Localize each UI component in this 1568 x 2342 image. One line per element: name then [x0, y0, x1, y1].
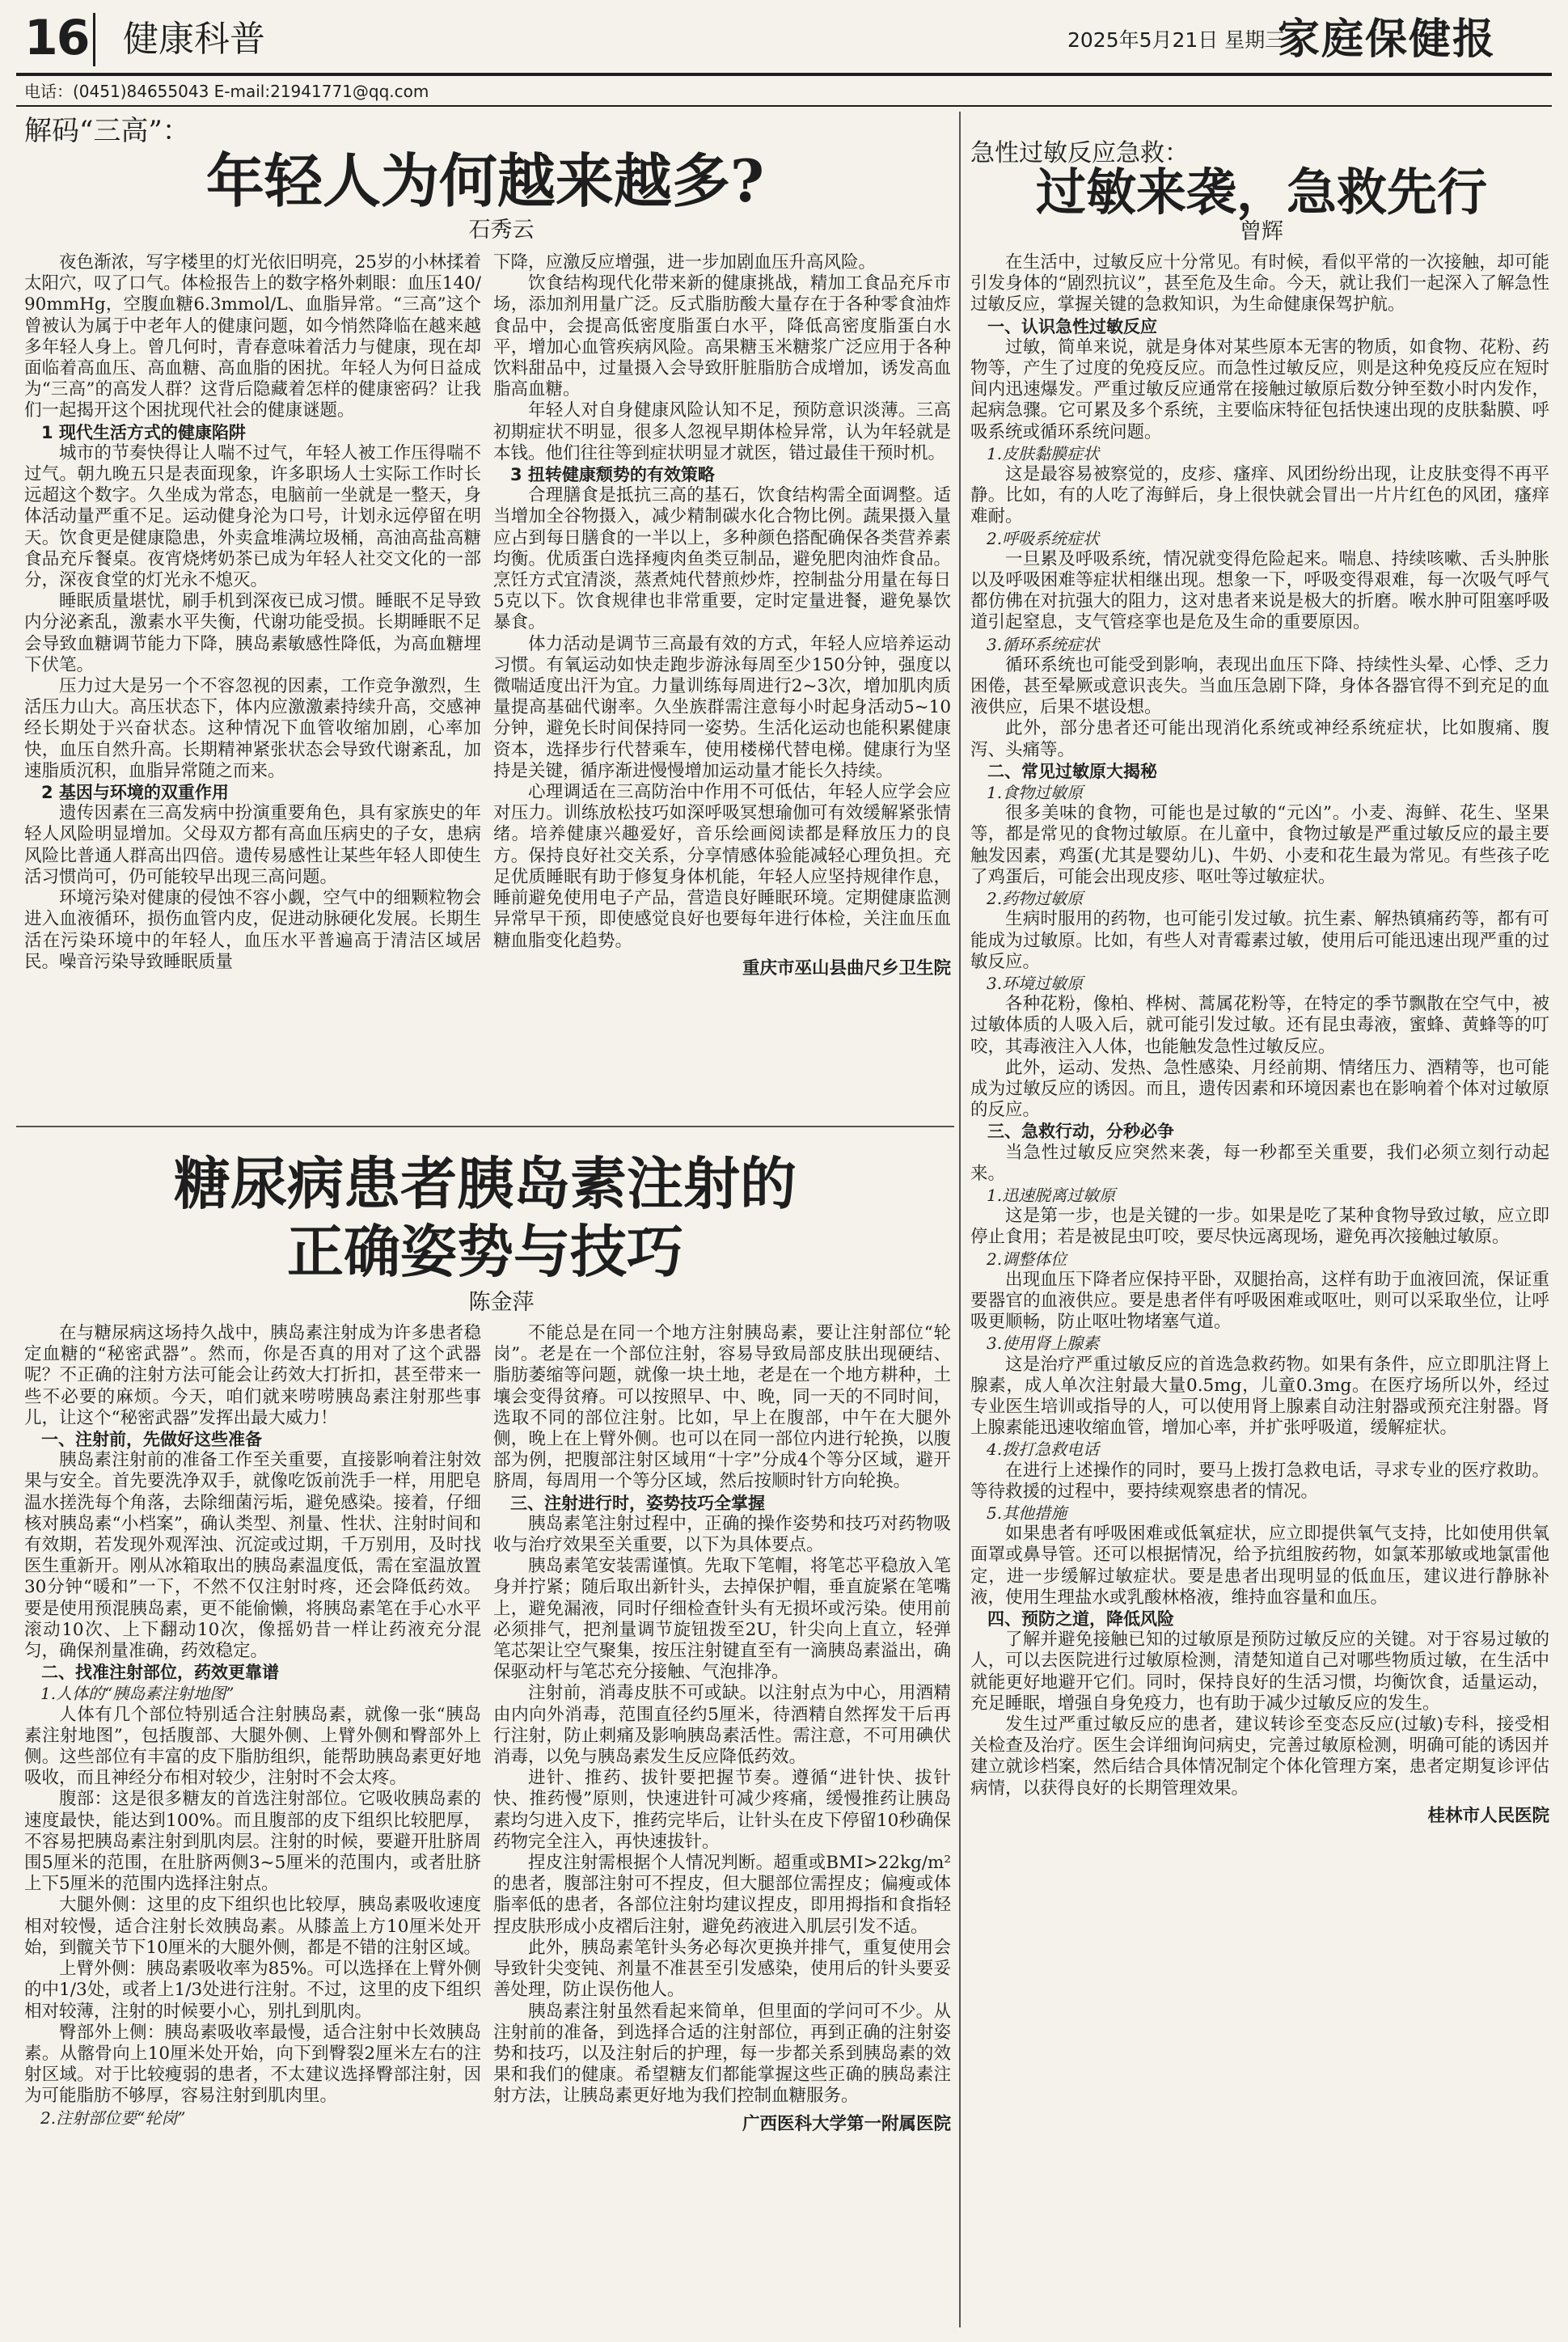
- paragraph: 合理膳食是抵抗三高的基石，饮食结构需全面调整。适当增加全谷物摄入，减少精制碳水化合物比例。蔬果摄入量应占到每日膳食的一半以上，多种颜色搭配确保各类营养素均衡。优质蛋白选择瘦肉鱼类豆制品，避免肥肉油炸食品。烹饪方式宜清淡，蒸煮炖代替煎炒炸，控制盐分用量在每日5克以下。饮食规律也非常重要，定时定量进餐，避免暴饮暴食。: [493, 485, 951, 633]
- subsection-heading: 1.迅速脱离过敏原: [987, 1185, 1116, 1205]
- subsection-heading: 3.循环系统症状: [987, 634, 1100, 654]
- article2-title-line2: 正确姿势与技巧: [287, 1218, 683, 1285]
- article2-title: [16, 1150, 954, 1286]
- paragraph: 不能总是在同一个地方注射胰岛素，要让注射部位“轮岗”。老是在一个部位注射，容易导致局部皮肤出现硬结、脂肪萎缩等问题，就像一块土地，老是在一个地方耕种，土壤会变得贫瘠。可以按照早、中、晚，同一天的不同时间，选取不同的部位注射。比如，早上在腹部，中午在大腿外侧，晚上在上臂外侧。也可以在同一部位内进行轮换，以腹部为例，把腹部注射区域用“十字”分成4个等分区域，避开脐周，每周用一个等分区域，然后按顺时针方向轮换。: [493, 1323, 951, 1492]
- paragraph: 过敏，简单来说，就是身体对某些原本无害的物质，如食物、花粉、药物等，产生了过度的免疫反应。而急性过敏反应，则是这种免疫反应在短时间内迅速爆发。严重过敏反应通常在接触过敏原后数分钟至数小时内发作，起病急骤。它可累及多个系统，主要临床特征包括快速出现的皮肤黏膜、呼吸系统或循环系统问题。: [970, 336, 1549, 442]
- paragraph: 出现血压下降者应保持平卧，双腿抬高，这样有助于血液回流，保证重要器官的血液供应。要是患者伴有呼吸困难或呕吐，则可以采取坐位，让呼吸更顺畅，防止呕吐物堵塞气道。: [970, 1269, 1549, 1333]
- paragraph: 胰岛素笔注射过程中，正确的操作姿势和技巧对药物吸收与治疗效果至关重要，以下为具体要点。: [493, 1513, 951, 1556]
- section-heading: 二、常见过敏原大揭秘: [987, 761, 1157, 781]
- article1-column-2: [493, 252, 951, 979]
- paragraph: 很多美味的食物，可能也是过敏的“元凶”。小麦、海鲜、花生、坚果等，都是常见的食物过敏原。在儿童中，食物过敏是严重过敏反应的最主要触发因素，鸡蛋(尤其是婴幼儿)、牛奶、小麦和花生最为常见。有些孩子吃了鸡蛋后，可能会出现皮疹、呕吐等过敏症状。: [970, 803, 1549, 887]
- section-heading: 3 扭转健康颓势的有效策略: [510, 465, 715, 485]
- paragraph: 大腿外侧：这里的皮下组织也比较厚，胰岛素吸收速度相对较慢，适合注射长效胰岛素。从膝盖上方10厘米处开始，到髋关节下10厘米的大腿外侧，都是不错的注射区域。: [24, 1895, 481, 1958]
- column-divider: [959, 112, 961, 2327]
- section-heading: 一、注射前，先做好这些准备: [41, 1430, 262, 1450]
- paragraph: 胰岛素注射虽然看起来简单，但里面的学问可不少。从注射前的准备，到选择合适的注射部位，再到正确的注射姿势和技巧，以及注射后的护理，每一步都关系到胰岛素的效果和我们的健康。希望糖友们都能掌握这些正确的胰岛素注射方法，让胰岛素更好地为我们控制血糖服务。: [493, 2001, 951, 2107]
- paragraph: 体力活动是调节三高最有效的方式，年轻人应培养运动习惯。有氧运动如快走跑步游泳每周至少150分钟，强度以微喘适度出汗为宜。力量训练每周进行2~3次，增加肌肉质量提高基础代谢率。久坐族群需注意每小时起身活动5~10分钟，避免长时间保持同一姿势。生活化运动也能积累健康资本，选择步行代替乘车，使用楼梯代替电梯。健康行为坚持是关键，循序渐进慢慢增加运动量才能长久持续。: [493, 633, 951, 781]
- source-credit: 广西医科大学第一附属医院: [742, 2113, 951, 2134]
- subsection-heading: 1.食物过敏原: [987, 783, 1084, 803]
- paragraph: 环境污染对健康的侵蚀不容小觑，空气中的细颗粒物会进入血液循环，损伤血管内皮，促进动脉硬化发展。长期生活在污染环境中的年轻人，血压水平普遍高于清洁区域居民。噪音污染导致睡眠质量: [24, 888, 481, 972]
- paragraph: 下降，应激反应增强，进一步加剧血压升高风险。: [493, 252, 877, 273]
- header-rule: [16, 73, 1552, 76]
- contact-info: 电话：(0451)84655043 E-mail:21941771@qq.com: [24, 82, 429, 101]
- paragraph: 注射前，消毒皮肤不可或缺。以注射点为中心，用酒精由内向外消毒，范围直径约5厘米，待酒精自然挥发干后再行注射，防止刺痛及影响胰岛素活性。需注意，不可用碘伏消毒，以免与胰岛素发生反应降低药效。: [493, 1683, 951, 1768]
- paragraph: 此外，部分患者还可能出现消化系统或神经系统症状，比如腹痛、腹泻、头痛等。: [970, 718, 1549, 760]
- article3-kicker: 急性过敏反应急救：: [970, 139, 1189, 167]
- article1-kicker: 解码“三高”：: [24, 115, 190, 147]
- paragraph: 一旦累及呼吸系统，情况就变得危险起来。喘息、持续咳嗽、舌头肿胀以及呼吸困难等症状相继出现。想象一下，呼吸变得艰难，每一次吸气呼气都仿佛在对抗强大的阻力，这对患者来说是极大的折磨。喉水肿可阻塞呼吸道引起窒息，支气管痉挛也是危及生命的重要原因。: [970, 548, 1549, 633]
- section-heading: 二、找准注射部位，药效更靠谱: [41, 1663, 279, 1683]
- paragraph: 发生过严重过敏反应的患者，建议转诊至变态反应(过敏)专科，接受相关检查及治疗。医生会详细询问病史，完善过敏原检测，明确可能的诱因并建立就诊档案，然后结合具体情况制定个体化管理方案，患者定期复诊评估病情，以获得良好的长期管理效果。: [970, 1714, 1549, 1799]
- article1-column-1: [24, 252, 481, 973]
- paragraph: 年轻人对自身健康风险认知不足，预防意识淡薄。三高初期症状不明显，很多人忽视早期体检异常，认为年轻就是本钱。他们往往等到症状明显才就医，错过最佳干预时机。: [493, 400, 951, 463]
- page-number: 16: [24, 10, 89, 66]
- subsection-heading: 1.人体的“胰岛素注射地图”: [40, 1684, 235, 1704]
- section-title: 健康科普: [123, 19, 265, 60]
- paragraph: 上臂外侧：胰岛素吸收率为85%。可以选择在上臂外侧的中1/3处，或者上1/3处进行注射。不过，这里的皮下组织相对较薄，注射的时候要小心，别扎到肌肉。: [24, 1959, 481, 2022]
- paragraph: 胰岛素笔安装需谨慎。先取下笔帽，将笔芯平稳放入笔身并拧紧；随后取出新针头，去掉保护帽，垂直旋紧在笔嘴上，避免漏液，同时仔细检查针头有无损坏或污染。使用前必须排气，把剂量调节旋钮拨至2U，针尖向上直立，轻弹笔芯架让空气聚集，按压注射键直至有一滴胰岛素溢出，确保驱动杆与笔芯充分接触、气泡排净。: [493, 1556, 951, 1683]
- article2-title-line1: 糖尿病患者胰岛素注射的: [174, 1150, 797, 1217]
- paragraph: 城市的节奏快得让人喘不过气，年轻人被工作压得喘不过气。朝九晚五只是表面现象，许多职场人士实际工作时长远超这个数字。久坐成为常态，电脑前一坐就是一整天，身体活动量严重不足。运动健身沦为口号，计划永远停留在明天。饮食更是健康隐患，外卖盒堆满垃圾桶，高油高盐高糖食品充斥餐桌。夜宵烧烤奶茶已成为年轻人社交文化的一部分，深夜食堂的灯光永不熄灭。: [24, 442, 481, 591]
- article1-title: 年轻人为何越来越多?: [205, 146, 765, 215]
- paragraph: 夜色渐浓，写字楼里的灯光依旧明亮，25岁的小林揉着太阳穴，叹了口气。体检报告上的数字格外刺眼：血压140/90mmHg，空腹血糖6.3mmol/L、血脂异常。“三高”这个曾被认为属于中老年人的健康问题，如今悄然降临在越来越多年轻人身上。曾几何时，青春意味着活力与健康，现在却面临着高血压、高血糖、高血脂的困扰。年轻人为何日益成为“三高”的高发人群？这背后隐藏着怎样的健康密码？让我们一起揭开这个困扰现代社会的健康谜题。: [24, 252, 481, 421]
- paragraph: 腹部：这是很多糖友的首选注射部位。它吸收胰岛素的速度最快，能达到100%。而且腹部的皮下组织比较肥厚，不容易把胰岛素注射到肌肉层。注射的时候，要避开肚脐周围5厘米的范围，在肚脐两侧3~5厘米的范围内，或者肚脐上下5厘米的范围内选择注射点。: [24, 1789, 481, 1895]
- paragraph: 在进行上述操作的同时，要马上拨打急救电话，寻求专业的医疗救助。等待救援的过程中，要持续观察患者的情况。: [970, 1460, 1549, 1502]
- paragraph: 当急性过敏反应突然来袭，每一秒都至关重要，我们必须立刻行动起来。: [970, 1142, 1549, 1184]
- paragraph: 这是第一步，也是关键的一步。如果是吃了某种食物导致过敏，应立即停止食用；若是被昆虫叮咬，要尽快远离现场，避免再次接触过敏原。: [970, 1206, 1549, 1248]
- paragraph: 心理调适在三高防治中作用不可低估，年轻人应学会应对压力。训练放松技巧如深呼吸冥想瑜伽可有效缓解紧张情绪。培养健康兴趣爱好，音乐绘画阅读都是释放压力的良方。保持良好社交关系，分享情感体验能减轻心理负担。充足优质睡眠有助于修复身体机能，年轻人应坚持规律作息，睡前避免使用电子产品，营造良好睡眠环境。定期健康监测异常早干预，即使感觉良好也要每年进行体检，关注血压血糖血脂变化趋势。: [493, 782, 951, 951]
- paragraph: 捏皮注射需根据个人情况判断。超重或BMI>22kg/m²的患者，腹部注射可不捏皮，但大腿部位需捏皮；偏瘦或体脂率低的患者，各部位注射均建议捏皮，即用拇指和食指轻捏皮肤形成小皮褶后注射，避免药液进入肌层引发不适。: [493, 1853, 951, 1937]
- paragraph: 臀部外上侧：胰岛素吸收率最慢，适合注射中长效胰岛素。从髂骨向上10厘米处开始，向下到臀裂2厘米左右的注射区域。对于比较瘦弱的患者，不太建议选择臀部注射，因为可能脂肪不够厚，容易注射到肌肉里。: [24, 2022, 481, 2107]
- subsection-heading: 3.环境过敏原: [987, 973, 1084, 993]
- paragraph: 压力过大是另一个不容忽视的因素，工作竞争激烈，生活压力山大。高压状态下，体内应激激素持续升高，交感神经长期处于兴奋状态。这种情况下血管收缩加剧，心率加快，血压自然升高。长期精神紧张状态会导致代谢紊乱，加速脂质沉积，血脂异常随之而来。: [24, 676, 481, 781]
- paragraph: 此外，胰岛素笔针头务必每次更换并排气，重复使用会导致针尖变钝、剂量不准甚至引发感染，使用后的针头要妥善处理，防止误伤他人。: [493, 1937, 951, 2001]
- source-credit: 重庆市巫山县曲尺乡卫生院: [742, 958, 951, 979]
- article1-author: 石秀云: [468, 218, 535, 243]
- paragraph: 睡眠质量堪忧，刷手机到深夜已成习惯。睡眠不足导致内分泌紊乱，激素水平失衡，代谢功能受损。长期睡眠不足会导致血糖调节能力下降，胰岛素敏感性降低，为高血糖埋下伏笔。: [24, 591, 481, 675]
- paragraph: 各种花粉，像柏、桦树、蒿属花粉等，在特定的季节飘散在空气中，被过敏体质的人吸入后，就可能引发过敏。还有昆虫毒液，蜜蜂、黄蜂等的叮咬，其毒液注入人体，也能触发急性过敏反应。: [970, 994, 1549, 1057]
- article2-column-1: [24, 1323, 481, 2129]
- source-credit: 桂林市人民医院: [1427, 1805, 1549, 1826]
- paragraph: 胰岛素注射前的准备工作至关重要，直接影响着注射效果与安全。首先要洗净双手，就像吃饭前洗手一样，用肥皂温水搓洗每个角落，去除细菌污垢，避免感染。接着，仔细核对胰岛素“小档案”，确认类型、剂量、性状、注射时间和有效期，若发现外观浑浊、沉淀或过期，千万别用，及时找医生重新开。刚从冰箱取出的胰岛素温度低，需在室温放置30分钟“暖和”一下，不然不仅注射时疼，还会降低药效。要是使用预混胰岛素，更不能偷懒，将胰岛素笔在手心水平滚动10次、上下翻动10次，像摇奶昔一样让药液充分混匀，确保剂量准确，药效稳定。: [24, 1450, 481, 1662]
- newspaper-name: 家庭保健报: [1278, 15, 1497, 64]
- section-heading: 四、预防之道，降低风险: [987, 1609, 1174, 1629]
- paragraph: 生病时服用的药物，也可能引发过敏。抗生素、解热镇痛药等，都有可能成为过敏原。比如，有些人对青霉素过敏，使用后可能迅速出现严重的过敏反应。: [970, 909, 1549, 972]
- header-rule-thin: [16, 105, 1552, 107]
- paragraph: 在与糖尿病这场持久战中，胰岛素注射成为许多患者稳定血糖的“秘密武器”。然而，你是否真的用对了这个武器呢？不正确的注射方法可能会让药效大打折扣，甚至带来一些不必要的麻烦。今天，咱们就来唠唠胰岛素注射那些事儿，让这个“秘密武器”发挥出最大威力！: [24, 1323, 481, 1428]
- subsection-heading: 2.注射部位要“轮岗”: [40, 2107, 186, 2128]
- paragraph: 循环系统也可能受到影响，表现出血压下降、持续性头晕、心悸、乏力困倦，甚至晕厥或意识丧失。当血压急剧下降，身体各器官得不到充足的血液供应，后果不堪设想。: [970, 654, 1549, 718]
- article3-author: 曾辉: [1240, 219, 1283, 244]
- article3-body: [970, 252, 1549, 1827]
- section-heading: 三、注射进行时，姿势技巧全掌握: [510, 1493, 765, 1513]
- article3-title: 过敏来袭，急救先行: [1035, 163, 1487, 222]
- article2-column-2: [493, 1323, 951, 2135]
- section-heading: 1 现代生活方式的健康陷阱: [41, 422, 246, 442]
- subsection-heading: 2.呼吸系统症状: [987, 528, 1100, 548]
- subsection-heading: 5.其他措施: [987, 1503, 1067, 1523]
- subsection-heading: 2.药物过敏原: [987, 889, 1084, 909]
- paragraph: 饮食结构现代化带来新的健康挑战，精加工食品充斥市场，添加剂用量广泛。反式脂肪酸大量存在于各种零食油炸食品中，会提高低密度脂蛋白水平，降低高密度脂蛋白水平，增加心血管疾病风险。高果糖玉米糖浆广泛应用于各种饮料甜品中，过量摄入会导致肝脏脂肪合成增加，诱发高血脂高血糖。: [493, 273, 951, 400]
- paragraph: 如果患者有呼吸困难或低氧症状，应立即提供氧气支持，比如使用供氧面罩或鼻导管。还可以根据情况，给予抗组胺药物，如氯苯那敏或地氯雷他定，进一步缓解过敏症状。要是患者出现明显的低血压，建议进行静脉补液，使用生理盐水或乳酸林格液，维持血容量和血压。: [970, 1524, 1549, 1608]
- issue-date: 2025年5月21日 星期三: [1067, 28, 1286, 52]
- paragraph: 在生活中，过敏反应十分常见。有时候，看似平常的一次接触，却可能引发身体的“剧烈抗议”，甚至危及生命。今天，就让我们一起深入了解急性过敏反应，掌握关键的急救知识，为生命健康保驾护航。: [970, 252, 1549, 315]
- section-heading: 2 基因与环境的双重作用: [41, 783, 229, 803]
- header-separator: [93, 13, 95, 66]
- paragraph: 此外，运动、发热、急性感染、月经前期、情绪压力、酒精等，也可能成为过敏反应的诱因。而且，遗传因素和环境因素也在影响着个体对过敏原的反应。: [970, 1057, 1549, 1121]
- paragraph: 这是最容易被察觉的，皮疹、瘙痒、风团纷纷出现，让皮肤变得不再平静。比如，有的人吃了海鲜后，身上很快就会冒出一片片红色的风团，瘙痒难耐。: [970, 464, 1549, 527]
- subsection-heading: 3.使用肾上腺素: [987, 1334, 1100, 1354]
- subsection-heading: 2.调整体位: [987, 1249, 1067, 1269]
- section-heading: 三、急救行动，分秒必争: [987, 1122, 1174, 1142]
- paragraph: 人体有几个部位特别适合注射胰岛素，就像一张“胰岛素注射地图”，包括腹部、大腿外侧、上臂外侧和臀部外上侧。这些部位有丰富的皮下脂肪组织，能帮助胰岛素更好地吸收，而且神经分布相对较少，注射时不会太疼。: [24, 1704, 481, 1789]
- article2-author: 陈金萍: [468, 1290, 535, 1315]
- subsection-heading: 1.皮肤黏膜症状: [987, 443, 1100, 463]
- paragraph: 进针、推药、拔针要把握节奏。遵循“进针快、拔针快、推药慢”原则，快速进针可减少疼痛，缓慢推药让胰岛素均匀进入皮下，推药完毕后，让针头在皮下停留10秒确保药物完全注入，再快速拔针。: [493, 1768, 951, 1852]
- section-heading: 一、认识急性过敏反应: [987, 316, 1157, 336]
- paragraph: 了解并避免接触已知的过敏原是预防过敏反应的关键。对于容易过敏的人，可以去医院进行过敏原检测，清楚知道自己对哪些物质过敏，在生活中就能更好地避开它们。同时，保持良好的生活习惯，均衡饮食，适量运动，充足睡眠，增强自身免疫力，也有助于减少过敏反应的发生。: [970, 1630, 1549, 1714]
- paragraph: 这是治疗严重过敏反应的首选急救药物。如果有条件，应立即肌注肾上腺素，成人单次注射最大量0.5mg，儿童0.3mg。在医疗场所以外，经过专业医生培训或指导的人，可以使用肾上腺素自动注射器或预充注射器。肾上腺素能迅速收缩血管，增加心率，并扩张呼吸道，缓解症状。: [970, 1354, 1549, 1439]
- article-divider: [16, 1126, 954, 1127]
- paragraph: 遗传因素在三高发病中扮演重要角色，具有家族史的年轻人风险明显增加。父母双方都有高血压病史的子女，患病风险比普通人群高出四倍。遗传易感性让某些年轻人即使生活习惯尚可，仍可能较早出现三高问题。: [24, 803, 481, 887]
- subsection-heading: 4.拨打急救电话: [987, 1439, 1100, 1460]
